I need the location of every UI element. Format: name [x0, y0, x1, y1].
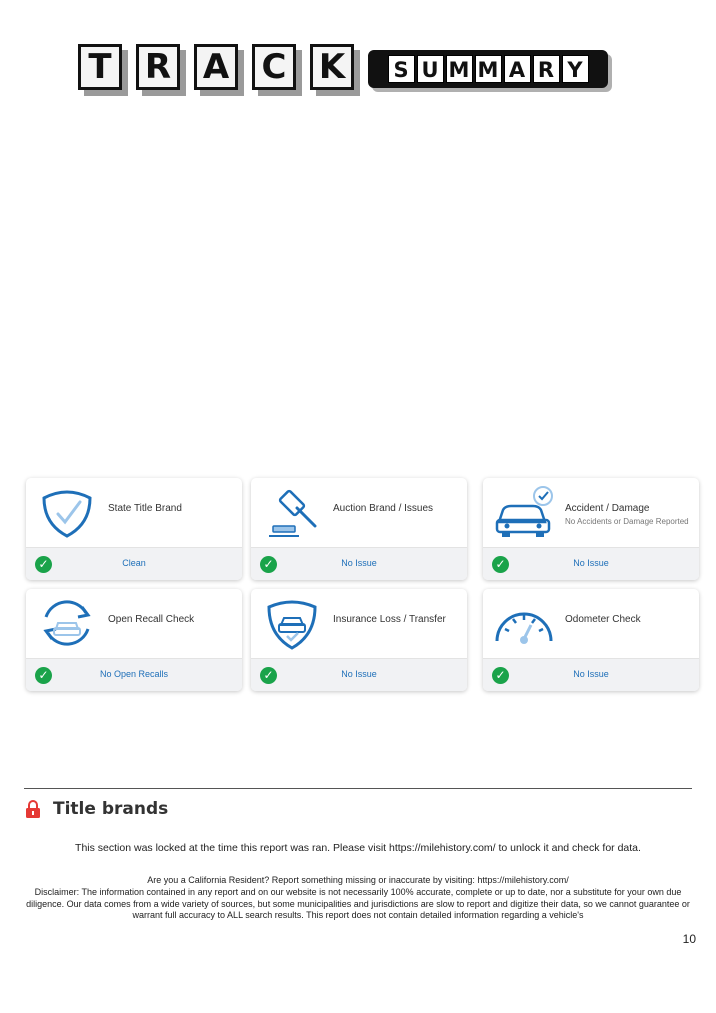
logo-letter: A — [504, 55, 531, 83]
logo-letter: M — [446, 55, 473, 83]
disclaimer: Disclaimer: The information contained in any report and on our website is not necessarily 100% accurate, complete or up to date, nor a substitute for your own due diligence. Our data comes from a wide variety of sources, but some municipalities and jurisdictions are slow to report and digitize their data, so we cannot guarantee or warrant full accuracy to ALL search results. This report does not contain detailed information regarding a vehicle's — [26, 887, 690, 920]
car-check-icon — [493, 484, 555, 540]
shield-car-icon — [261, 595, 323, 651]
locked-message: This section was locked at the time this report was ran. Please visit https://milehistory.com/ to unlock it and check for data. — [75, 842, 641, 854]
card-status: Clean — [122, 558, 146, 568]
check-icon: ✓ — [35, 556, 52, 573]
logo-letter: K — [310, 44, 354, 90]
card-odometer-check — [483, 589, 699, 691]
section-divider — [24, 788, 692, 789]
logo-letter: R — [533, 55, 560, 83]
california-notice: Are you a California Resident? Report something missing or inaccurate by visiting: https://milehistory.com/ — [147, 875, 569, 885]
card-title: Insurance Loss / Transfer — [333, 614, 446, 625]
card-title: Accident / Damage — [565, 503, 650, 514]
card-status: No Issue — [341, 558, 377, 568]
check-icon: ✓ — [260, 667, 277, 684]
check-icon: ✓ — [492, 556, 509, 573]
card-subtitle: No Accidents or Damage Reported — [565, 517, 689, 526]
logo-letter: S — [388, 55, 415, 83]
logo-summary-box — [368, 50, 608, 88]
card-status: No Open Recalls — [99, 669, 169, 679]
card-status: No Issue — [341, 669, 377, 679]
odometer-gauge-icon — [493, 595, 555, 651]
card-auction-brand — [251, 478, 467, 580]
card-open-recall — [26, 589, 242, 691]
card-insurance-loss — [251, 589, 467, 691]
logo-letter: Y — [562, 55, 589, 83]
card-title: Odometer Check — [565, 614, 641, 625]
check-icon: ✓ — [260, 556, 277, 573]
section-title: Title brands — [53, 799, 169, 819]
card-title: State Title Brand — [108, 503, 182, 514]
logo-letter: T — [78, 44, 122, 90]
card-status: No Issue — [573, 669, 609, 679]
logo-letter: U — [417, 55, 444, 83]
check-icon: ✓ — [492, 667, 509, 684]
recall-car-icon — [36, 595, 98, 651]
logo-letter: C — [252, 44, 296, 90]
logo-letter: M — [475, 55, 502, 83]
track-summary-logo — [78, 44, 618, 104]
logo-letter: R — [136, 44, 180, 90]
card-title: Open Recall Check — [108, 614, 195, 625]
logo-letter: A — [194, 44, 238, 90]
card-status: No Issue — [573, 558, 609, 568]
card-state-title-brand — [26, 478, 242, 580]
shield-check-icon — [36, 484, 98, 540]
card-title: Auction Brand / Issues — [333, 503, 434, 514]
gavel-icon — [261, 484, 323, 540]
card-accident-damage — [483, 478, 699, 580]
page-number: 10 — [682, 932, 696, 946]
lock-icon — [25, 800, 41, 818]
check-icon: ✓ — [35, 667, 52, 684]
